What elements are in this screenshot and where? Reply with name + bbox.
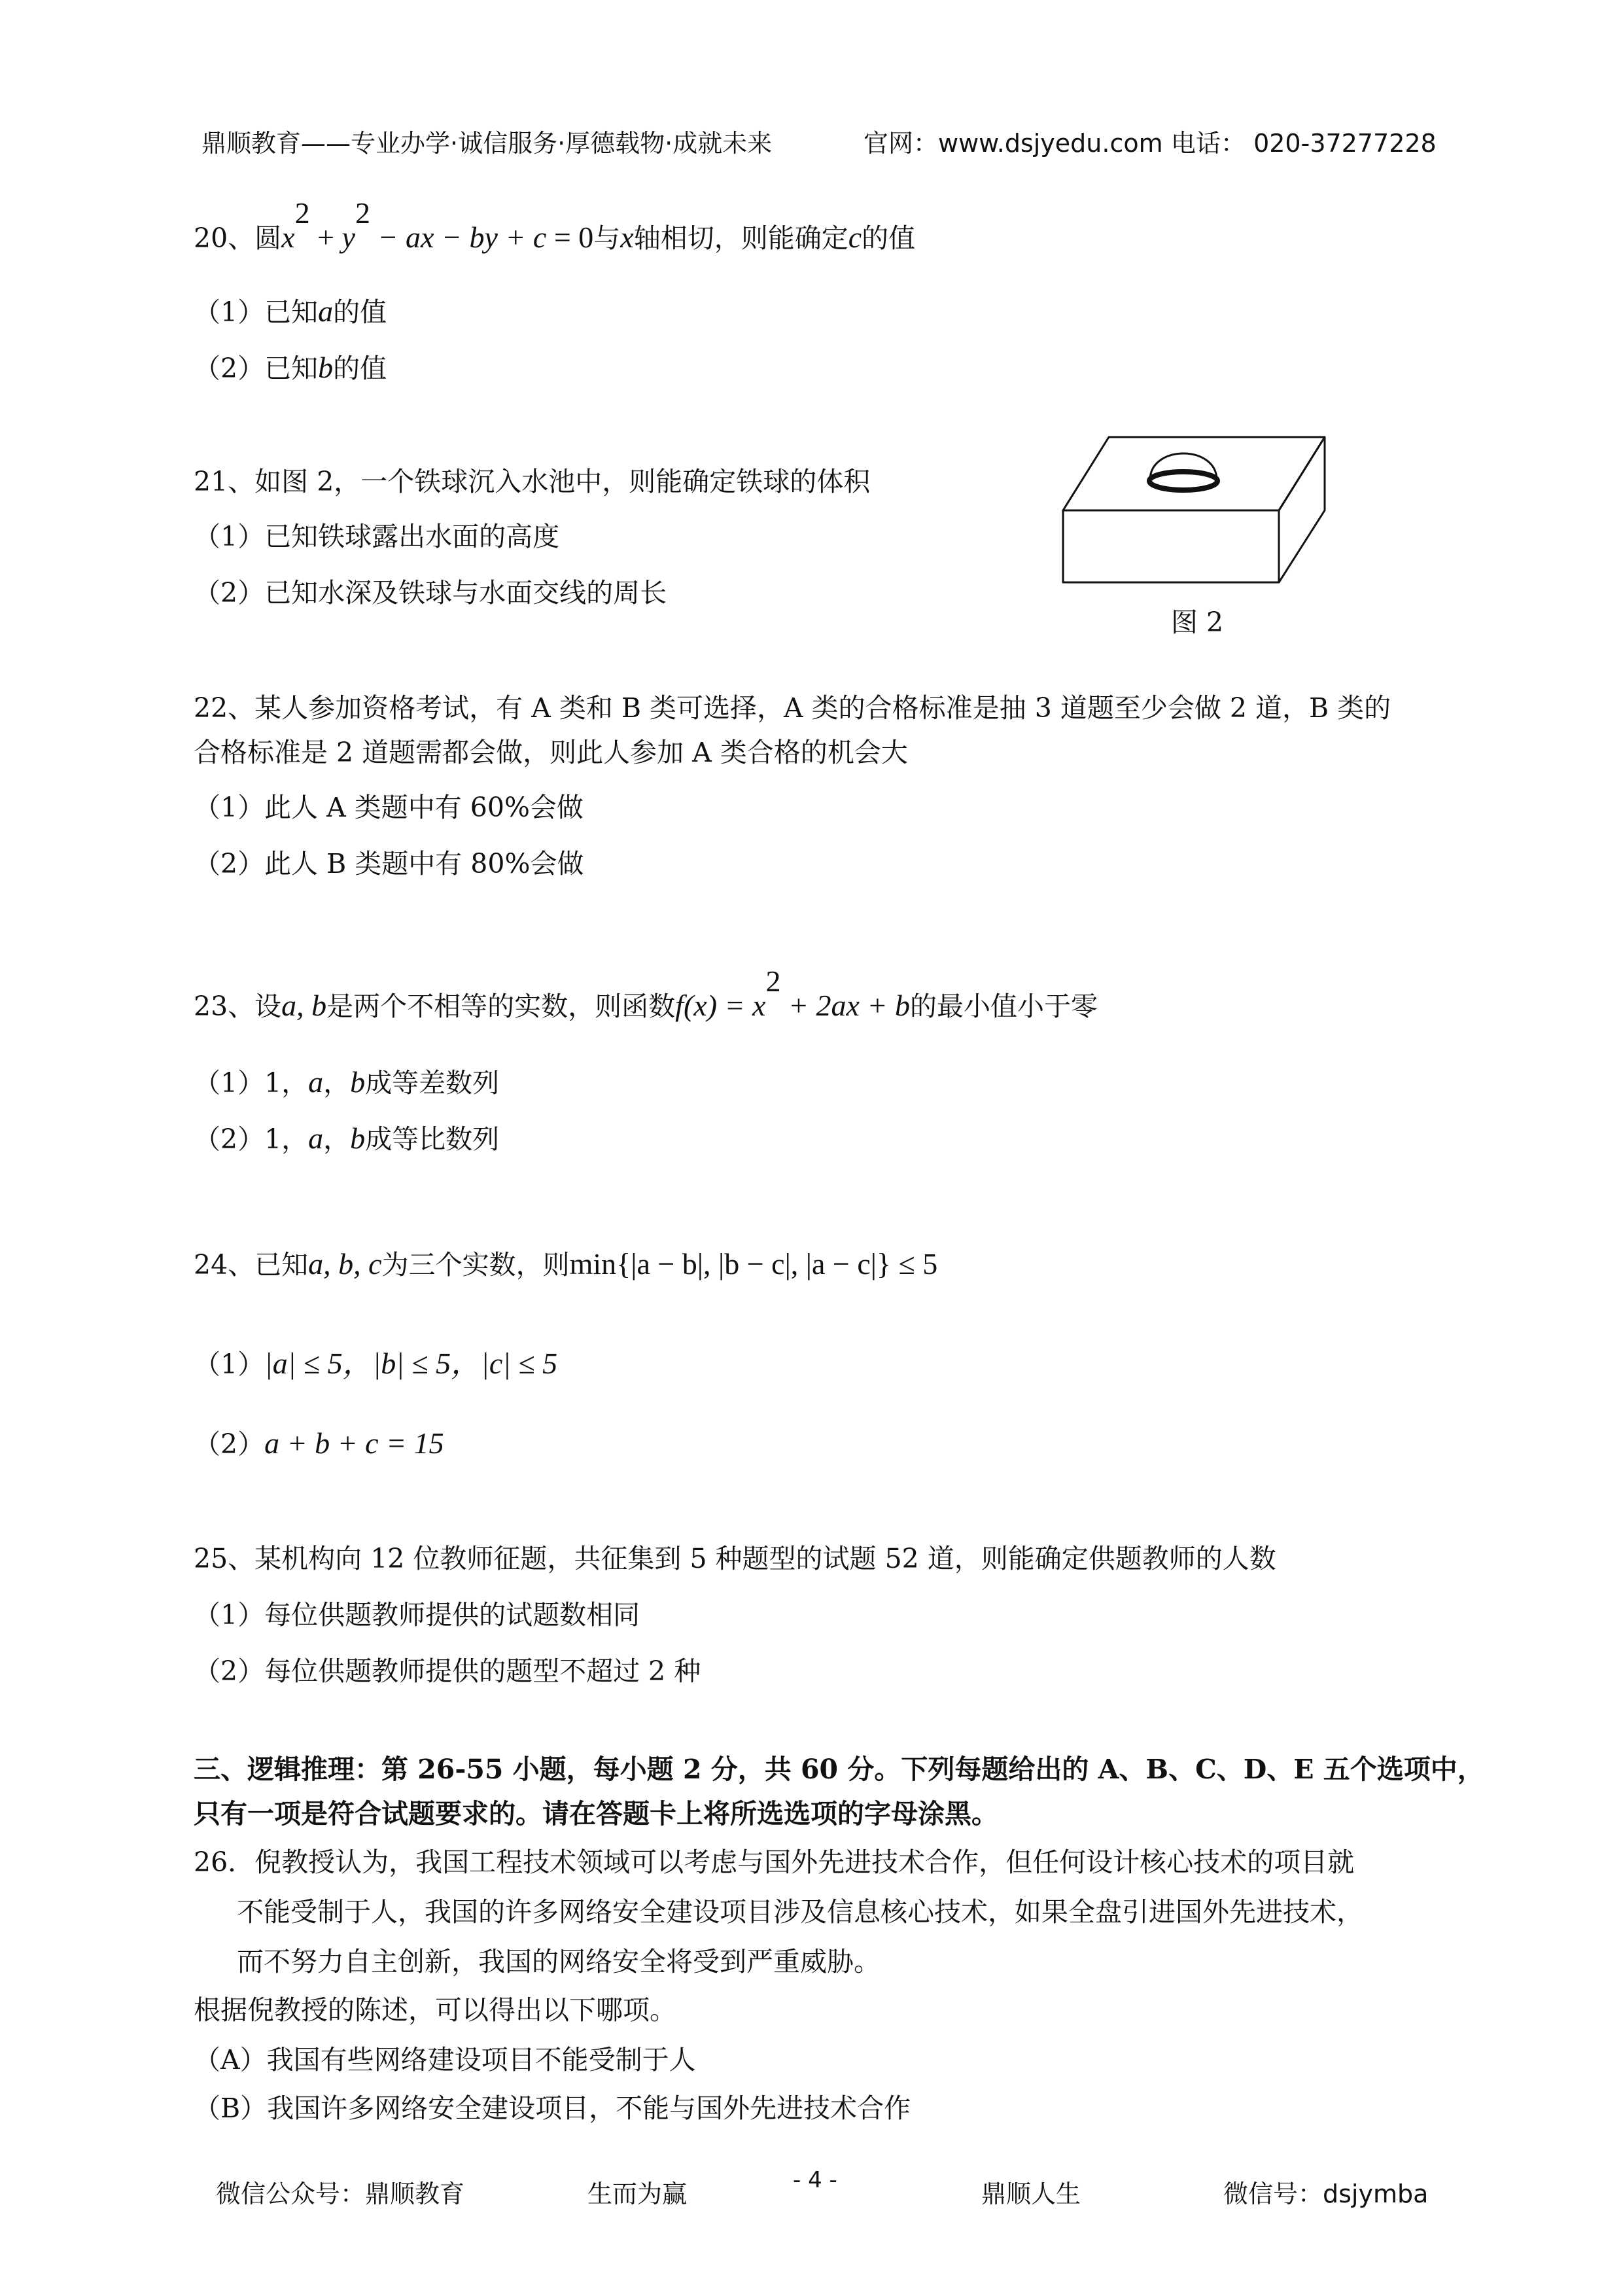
q23-pre: 23、设 bbox=[194, 990, 282, 1022]
q26-option-a: （A）我国有些网络建设项目不能受制于人 bbox=[194, 2044, 696, 2075]
q23-rest: + 2ax + b bbox=[780, 988, 910, 1022]
q25-option-1: （1）每位供题教师提供的试题数相同 bbox=[194, 1599, 640, 1631]
q24-opt2-expr: a + b + c = 15 bbox=[264, 1426, 444, 1460]
footer-slogan: 生而为赢 bbox=[587, 2180, 688, 2208]
q22-option-1: （1）此人 A 类题中有 60%会做 bbox=[194, 792, 584, 823]
q20-mid: 与 bbox=[593, 222, 621, 254]
q23-opt2-a: a bbox=[308, 1122, 324, 1155]
q26-option-b: （B）我国许多网络安全建设项目，不能与国外先进技术合作 bbox=[194, 2093, 911, 2124]
q20-num: 20、圆 bbox=[194, 222, 282, 254]
q21-stem: 21、如图 2，一个铁球沉入水池中，则能确定铁球的体积 bbox=[194, 466, 871, 497]
q23-end: 的最小值小于零 bbox=[909, 990, 1098, 1022]
q26-stem-line2: 不能受制于人，我国的许多网络安全建设项目涉及信息核心技术，如果全盘引进国外先进技术， bbox=[237, 1896, 1363, 1928]
q24-mid: 为三个实数，则 bbox=[381, 1249, 570, 1280]
section3-heading-line2: 只有一项是符合试题要求的。请在答题卡上将所选选项的字母涂黑。 bbox=[194, 1798, 998, 1829]
q24-option-1 bbox=[194, 1345, 557, 1381]
q23-option-2 bbox=[194, 1120, 499, 1156]
q20-tail: 轴相切，则能确定 bbox=[633, 222, 848, 254]
q20-plus: + bbox=[309, 220, 342, 254]
q24-opt1-expr: |a| ≤ 5，|b| ≤ 5，|c| ≤ 5 bbox=[264, 1347, 558, 1380]
q20-option-1 bbox=[194, 293, 387, 329]
pool-front-face bbox=[1063, 510, 1279, 582]
q23-vars: a, b bbox=[281, 988, 327, 1022]
q22-option-2: （2）此人 B 类题中有 80%会做 bbox=[194, 848, 584, 879]
q20-opt2-pre: （2）已知 bbox=[194, 353, 319, 384]
q20-x: x bbox=[281, 220, 295, 254]
footer-wechat-public: 微信公众号：鼎顺教育 bbox=[216, 2180, 465, 2208]
section3-heading-line1: 三、逻辑推理：第 26-55 小题，每小题 2 分，共 60 分。下列每题给出的 A、B、C、D、E 五个选项中， bbox=[194, 1754, 1484, 1785]
q23-opt1-post: 成等差数列 bbox=[365, 1067, 500, 1099]
q21-option-1: （1）已知铁球露出水面的高度 bbox=[194, 521, 560, 552]
q25-option-2: （2）每位供题教师提供的题型不超过 2 种 bbox=[194, 1655, 701, 1687]
q24-vars: a, b, c bbox=[308, 1247, 382, 1280]
q22-stem-line2: 合格标准是 2 道题需都会做，则此人参加 A 类合格的机会大 bbox=[194, 737, 908, 768]
q20-y: y bbox=[341, 220, 355, 254]
q23-sq: 2 bbox=[765, 964, 781, 998]
q24-stem bbox=[194, 1246, 937, 1282]
q20-end: 的值 bbox=[862, 222, 916, 254]
q20-opt1-pre: （1）已知 bbox=[194, 296, 319, 328]
q20-opt2-var: b bbox=[318, 351, 334, 384]
q20-opt1-post: 的值 bbox=[333, 296, 387, 328]
header-phone: 电话： 020-37277228 bbox=[1171, 129, 1437, 158]
q22-stem-line1: 22、某人参加资格考试，有 A 类和 B 类可选择，A 类的合格标准是抽 3 道题至少会做 2 道，B 类的 bbox=[194, 692, 1391, 724]
q20-expr: − ax − by + c bbox=[370, 220, 547, 254]
q23-f: f bbox=[675, 988, 684, 1022]
q23-opt1-a: a bbox=[308, 1065, 324, 1099]
q23-option-1 bbox=[194, 1064, 499, 1100]
q20-cvar: c bbox=[848, 220, 862, 254]
q20-eq: = 0 bbox=[546, 220, 594, 254]
q21-option-2: （2）已知水深及铁球与水面交线的周长 bbox=[194, 577, 667, 609]
q20-opt1-var: a bbox=[318, 294, 334, 328]
q20-sq2: 2 bbox=[355, 196, 370, 230]
q23-eq: = x bbox=[717, 988, 766, 1022]
footer-wechat-id: 微信号：dsjymba bbox=[1223, 2180, 1429, 2208]
header-slogan: 鼎顺教育——专业办学·诚信服务·厚德载物·成就未来 bbox=[201, 129, 773, 158]
q20-sq1: 2 bbox=[294, 196, 310, 230]
q24-opt1-pre: （1） bbox=[194, 1349, 265, 1380]
ball-waterline-ring bbox=[1149, 472, 1217, 490]
q23-opt2-pre: （2）1， bbox=[194, 1123, 309, 1155]
q20-opt2-post: 的值 bbox=[333, 353, 387, 384]
q20-option-2 bbox=[194, 349, 387, 385]
pool-side-face bbox=[1279, 437, 1325, 582]
q25-stem: 25、某机构向 12 位教师征题，共征集到 5 种题型的试题 52 道，则能确定供题教师的人数 bbox=[194, 1543, 1276, 1574]
footer-life: 鼎顺人生 bbox=[981, 2180, 1081, 2208]
q26-question: 根据倪教授的陈述，可以得出以下哪项。 bbox=[194, 1994, 676, 2026]
q20-xvar: x bbox=[620, 220, 634, 254]
q23-opt1-pre: （1）1， bbox=[194, 1067, 309, 1099]
page-number: - 4 - bbox=[793, 2167, 837, 2193]
q20-stem bbox=[194, 196, 916, 255]
q23-opt2-post: 成等比数列 bbox=[365, 1123, 500, 1155]
q24-opt2-pre: （2） bbox=[194, 1428, 265, 1460]
q23-stem bbox=[194, 964, 1098, 1023]
q26-stem-line1: 26．倪教授认为，我国工程技术领域可以考虑与国外先进技术合作，但任何设计核心技术的项目就 bbox=[194, 1846, 1355, 1878]
q24-min-expr: min{|a − b|, |b − c|, |a − c|} ≤ 5 bbox=[569, 1247, 938, 1280]
q26-stem-line3: 而不努力自主创新，我国的网络安全将受到严重威胁。 bbox=[237, 1946, 881, 1977]
q24-pre: 24、已知 bbox=[194, 1249, 309, 1280]
q23-opt2-b: b bbox=[350, 1122, 366, 1155]
q24-option-2 bbox=[194, 1425, 444, 1461]
q23-opt1-b: b bbox=[350, 1065, 366, 1099]
figure-2-caption: 图 2 bbox=[1171, 607, 1224, 638]
q23-opt2-sep: ， bbox=[323, 1123, 351, 1155]
q23-mid: 是两个不相等的实数，则函数 bbox=[326, 990, 676, 1022]
q23-opt1-sep: ， bbox=[323, 1067, 351, 1099]
header-website: 官网：www.dsjyedu.com bbox=[864, 129, 1163, 158]
q23-paren: (x) bbox=[683, 988, 718, 1022]
